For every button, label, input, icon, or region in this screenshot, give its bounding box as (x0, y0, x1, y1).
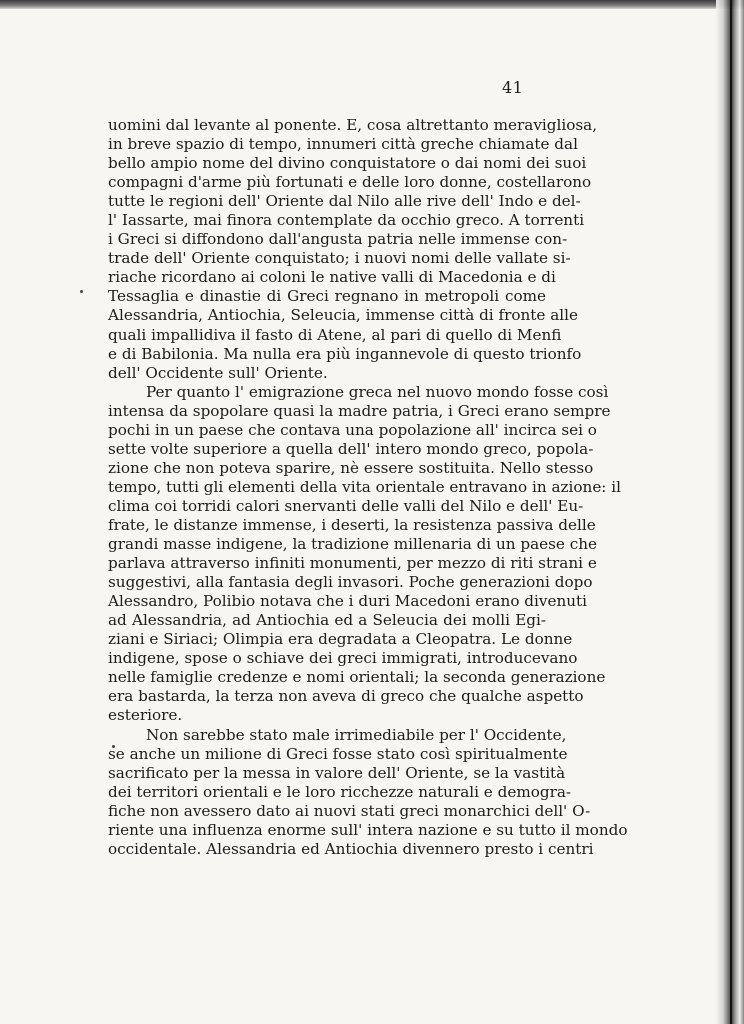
text-line: clima coi torridi calori snervanti delle valli del Nilo e dell' Eu- (108, 496, 584, 515)
text-line: dell' Occidente sull' Oriente. (108, 363, 328, 382)
text-line: Non sarebbe stato male irrimediabile per l' Occidente, (146, 725, 567, 744)
text-line: intensa da spopolare quasi la madre patria, i Greci erano sempre (108, 401, 611, 420)
text-line: trade dell' Oriente conquistato; i nuovi nomi delle vallate si- (108, 249, 571, 268)
text-line: suggestivi, alla fantasia degli invasori. Poche generazioni dopo (108, 573, 593, 592)
page-top-shadow (0, 0, 744, 9)
page-binding-line (730, 0, 732, 1024)
text-line: Alessandro, Polibio notava che i duri Macedoni erano divenuti (108, 592, 587, 611)
text-line: tempo, tutti gli elementi della vita orientale entravano in azione: il (108, 477, 621, 496)
text-line: Per quanto l' emigrazione greca nel nuovo mondo fosse così (146, 382, 609, 401)
text-line: in breve spazio di tempo, innumeri città greche chiamate dal (108, 135, 578, 154)
text-line: uomini dal levante al ponente. E, cosa altrettanto meravigliosa, (108, 116, 598, 134)
text-line: bello ampio nome del divino conquistatore o dai nomi dei suoi (108, 154, 587, 173)
page-number: 41 (502, 78, 524, 97)
text-line: tutte le regioni dell' Oriente dal Nilo alle rive dell' Indo e del- (108, 192, 581, 211)
text-line: i Greci si diffondono dall'angusta patria nelle immense con- (108, 230, 568, 249)
text-line: riente una influenza enorme sull' intera nazione e su tutto il mondo (108, 820, 628, 839)
text-line: pochi in un paese che contava una popolazione all' incirca sei o (108, 420, 597, 439)
paper-speck (80, 290, 83, 293)
text-line: Alessandria, Antiochia, Seleucia, immense città di fronte alle (108, 306, 578, 325)
text-line: frate, le distanze immense, i deserti, la resistenza passiva delle (108, 515, 596, 534)
body-text (108, 116, 628, 859)
text-line: riache ricordano ai coloni le native valli di Macedonia e di (108, 268, 556, 287)
text-line: esteriore. (108, 706, 183, 725)
text-line: occidentale. Alessandria ed Antiochia divennero presto i centri (108, 839, 594, 858)
text-line: se anche un milione di Greci fosse stato così spiritualmente (108, 744, 568, 763)
text-line: l' Iassarte, mai finora contemplate da occhio greco. A torrenti (108, 211, 585, 230)
text-line: e di Babilonia. Ma nulla era più ingannevole di questo trionfo (108, 344, 582, 363)
text-line: Tessaglia e dinastie di Greci regnano in metropoli come (108, 287, 546, 306)
text-line: parlava attraverso infiniti monumenti, per mezzo di riti strani e (108, 554, 597, 573)
text-line: compagni d'arme più fortunati e delle loro donne, costellarono (108, 173, 592, 192)
text-line: dei territori orientali e le loro ricchezze naturali e demogra- (108, 782, 572, 801)
text-line: indigene, spose o schiave dei greci immigrati, introducevano (108, 649, 578, 668)
text-line: fiche non avessero dato ai nuovi stati greci monarchici dell' O- (108, 801, 591, 820)
text-line: sette volte superiore a quella dell' intero mondo greco, popola- (108, 439, 594, 458)
text-line: zione che non poteva sparire, nè essere sostituita. Nello stesso (108, 458, 594, 477)
text-line: ziani e Siriaci; Olimpia era degradata a Cleopatra. Le donne (108, 630, 573, 649)
text-line: grandi masse indigene, la tradizione millenaria di un paese che (108, 535, 598, 554)
text-line: nelle famiglie credenze e nomi orientali; la seconda generazione (108, 668, 606, 687)
text-line: era bastarda, la terza non aveva di greco che qualche aspetto (108, 687, 584, 706)
text-line: quali impallidiva il fasto di Atene, al pari di quello di Menfi (108, 325, 562, 344)
text-line: ad Alessandria, ad Antiochia ed a Seleucia dei molli Egi- (108, 611, 546, 630)
text-line: sacrificato per la messa in valore dell' Oriente, se la vastità (108, 763, 566, 782)
